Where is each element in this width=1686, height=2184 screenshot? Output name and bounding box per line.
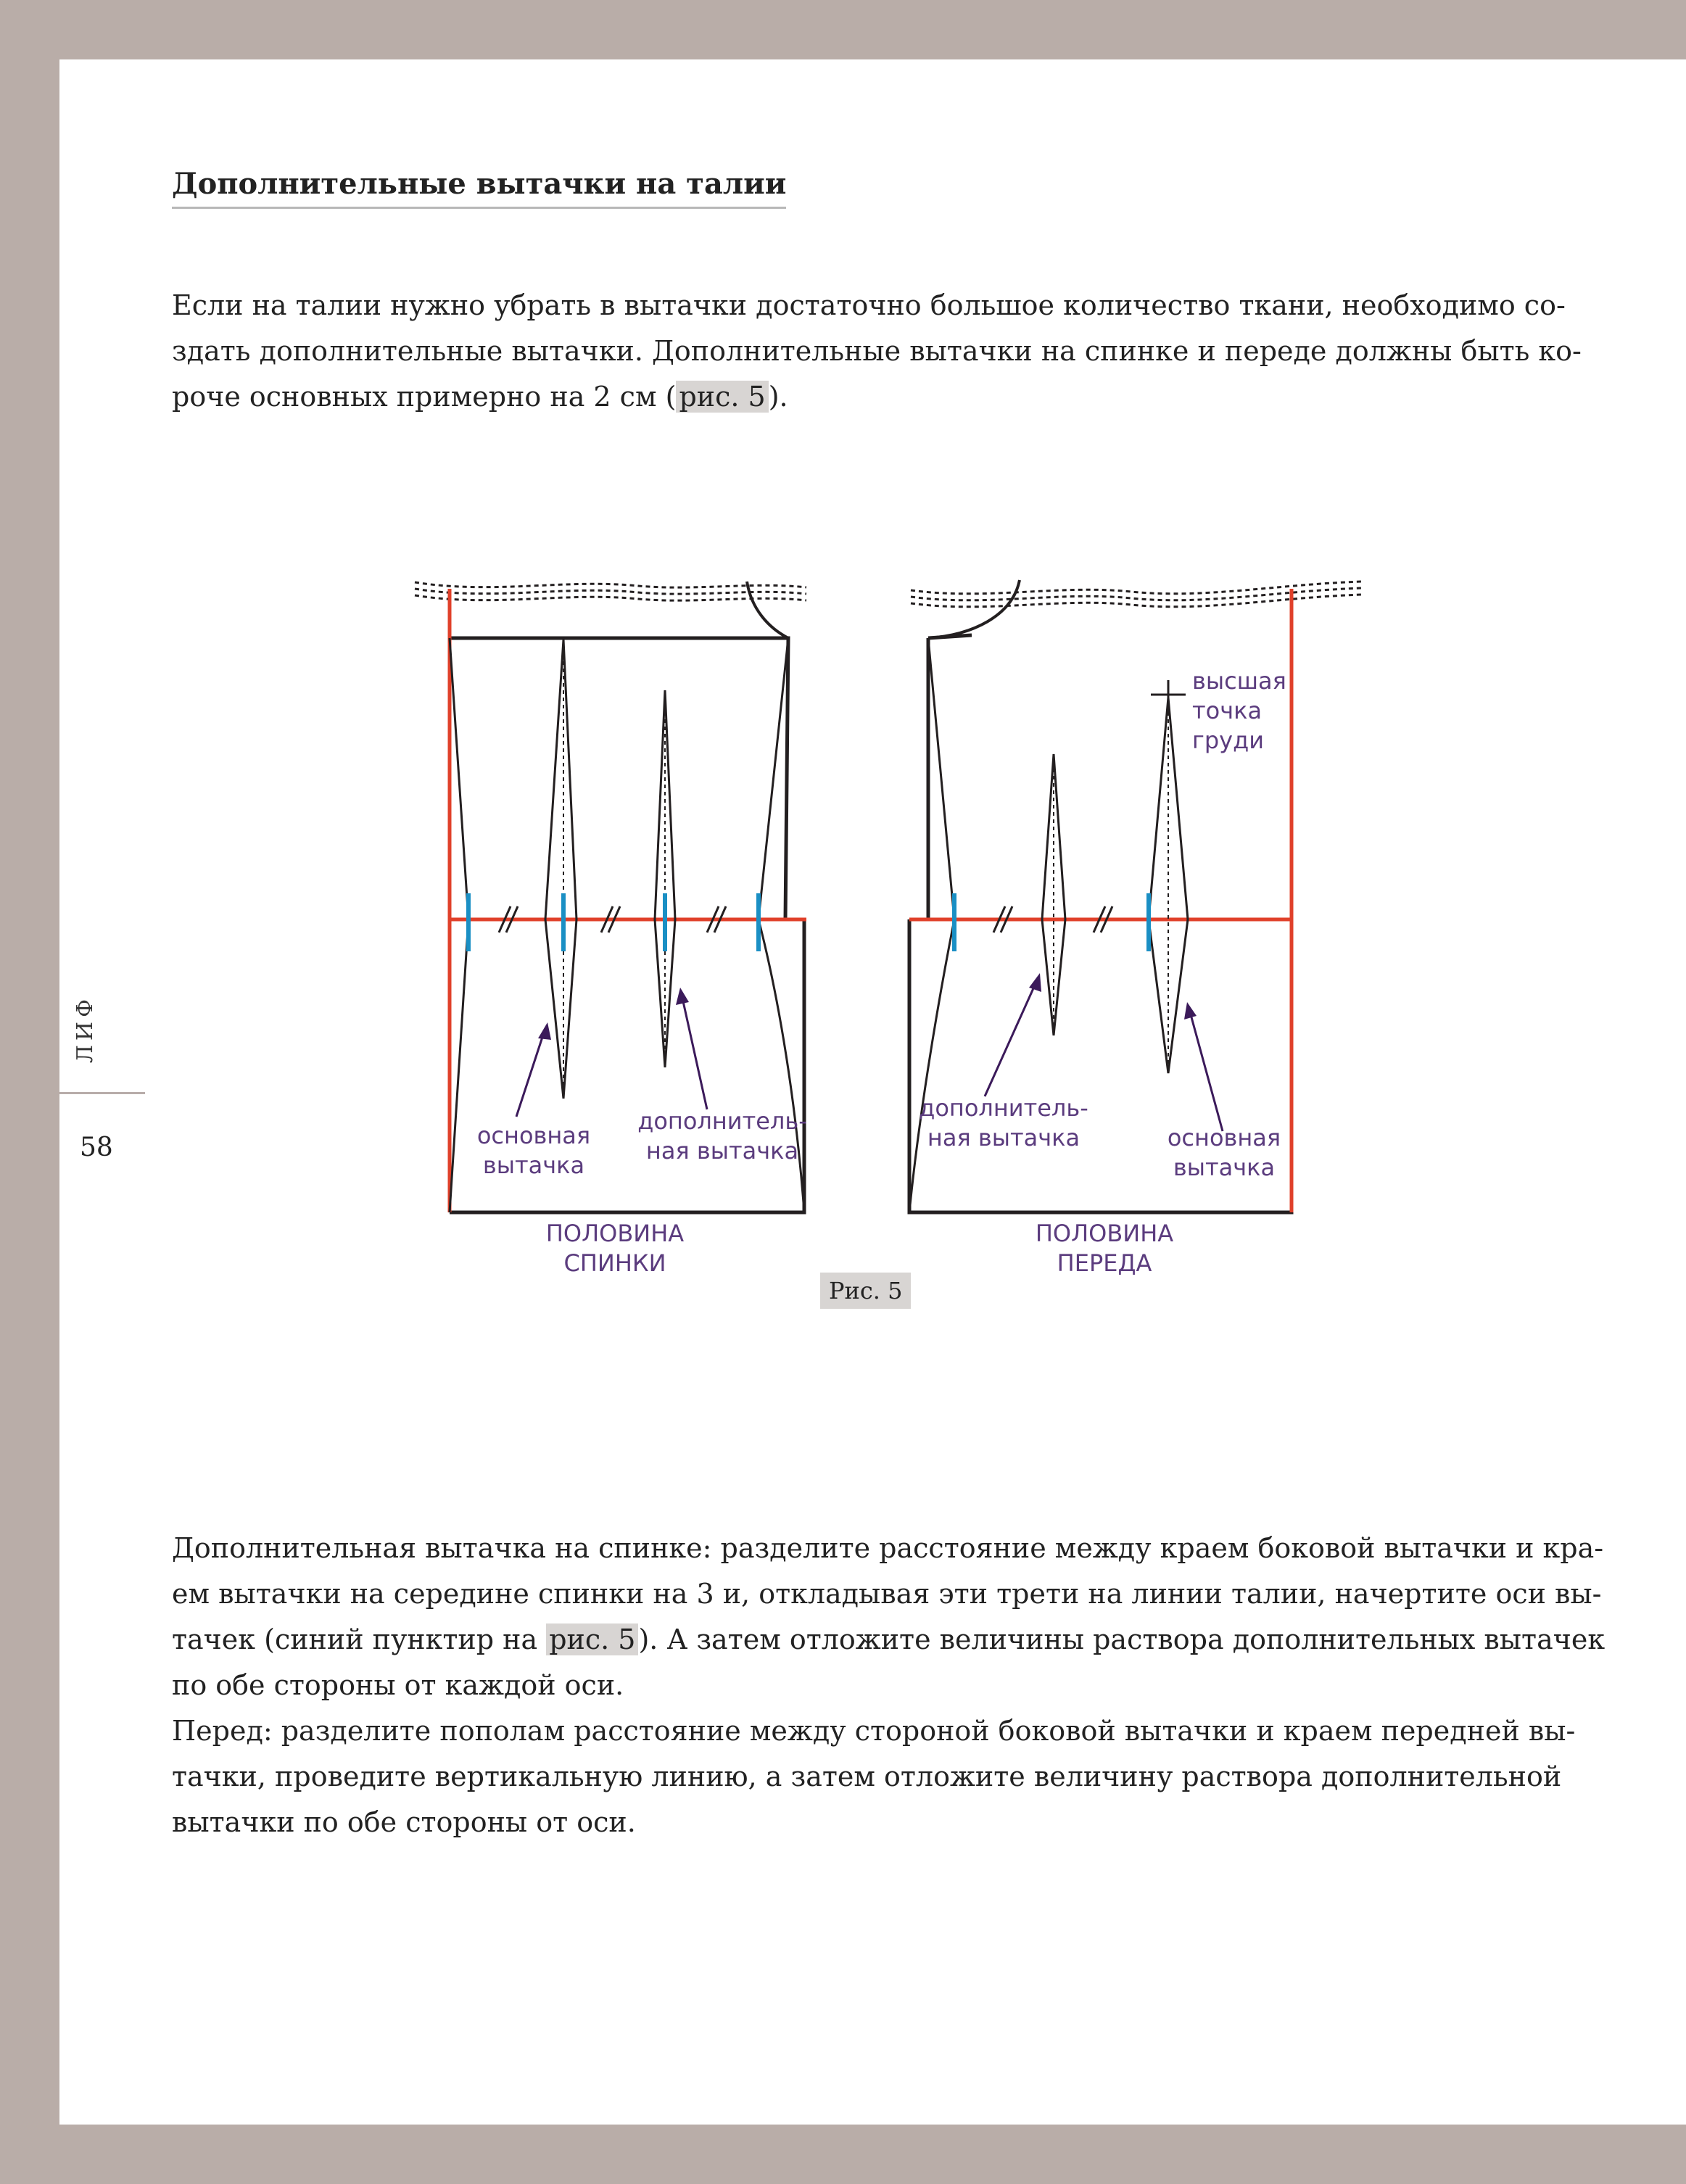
back-half-title-1: ПОЛОВИНА: [545, 1220, 685, 1247]
front-extra-arrow-head: [1029, 973, 1041, 992]
body-line-2: ем вытачки на середине спинки на 3 и, откладывая эти трети на линии талии, начертите оси вы-: [172, 1578, 1602, 1610]
back-main-dart-label-1: основная: [476, 1122, 591, 1149]
back-center-dart: [450, 638, 468, 1212]
back-upper-guide-line-3: [415, 595, 806, 600]
front-line-1: Перед: разделите пополам расстояние между стороной боковой вытачки и краем передней вы-: [172, 1715, 1576, 1747]
body-line-4: по обе стороны от каждой оси.: [172, 1669, 624, 1701]
side-divider: [59, 1092, 145, 1094]
intro-line-3-end: ).: [768, 381, 788, 413]
chapter-side-label: ЛИФ: [73, 995, 98, 1064]
back-main-dart: [545, 640, 577, 1099]
body-line-3-text: тачек (синий пунктир на: [172, 1623, 547, 1655]
body-line-1: Дополнительная вытачка на спинке: разделите расстояние между краем боковой вытачки и кра-: [172, 1532, 1604, 1564]
back-extra-arrow-line: [682, 995, 707, 1109]
back-extra-arrow-head: [676, 988, 689, 1005]
bust-label-3: груди: [1192, 727, 1264, 754]
front-line-3: вытачки по обе стороны от оси.: [172, 1806, 636, 1838]
back-extra-dart-label-1: дополнитель-: [637, 1107, 807, 1135]
figure-caption: Рис. 5: [820, 1273, 911, 1309]
back-half-title-2: СПИНКИ: [563, 1249, 666, 1277]
front-line-2: тачки, проведите вертикальную линию, а затем отложите величину раствора дополнительной: [172, 1761, 1562, 1792]
page-number: 58: [80, 1133, 113, 1162]
front-neckline-curve: [928, 580, 1020, 638]
intro-line-2: здать дополнительные вытачки. Дополнительные вытачки на спинке и переде должны быть ко-: [172, 335, 1582, 367]
front-main-arrow-line: [1189, 1009, 1223, 1131]
back-main-arrow-line: [516, 1028, 545, 1117]
back-half-drawing: [415, 582, 807, 1277]
front-main-arrow-head: [1184, 1002, 1197, 1019]
section-heading: Дополнительные вытачки на талии: [172, 167, 786, 209]
front-extra-dart-label-1: дополнитель-: [919, 1094, 1088, 1122]
front-half-title-2: ПЕРЕДА: [1057, 1249, 1152, 1277]
front-shoulder-line: [928, 635, 972, 638]
back-extra-dart-label-2: ная вытачка: [645, 1137, 799, 1165]
body-line-3: [172, 1617, 1615, 1663]
intro-line-3-text: роче основных примерно на 2 см (: [172, 381, 677, 413]
back-main-dart-label-2: вытачка: [482, 1151, 585, 1179]
figure-reference-link-2[interactable]: рис. 5: [546, 1623, 638, 1655]
front-extra-dart-label-2: ная вытачка: [927, 1124, 1080, 1151]
front-extra-arrow-line: [985, 980, 1037, 1096]
back-armhole-curve: [747, 582, 788, 638]
front-main-dart-label-2: вытачка: [1173, 1154, 1276, 1181]
body-line-3-end: ). А затем отложите величины раствора дополнительных вытачек: [638, 1623, 1606, 1655]
back-bodice-outline: [450, 638, 788, 919]
dart-diagram: [59, 59, 1686, 1401]
figure-reference-link[interactable]: рис. 5: [676, 381, 768, 413]
bust-label-2: точка: [1192, 697, 1263, 724]
back-main-arrow-head: [538, 1022, 551, 1040]
front-half-title-1: ПОЛОВИНА: [1035, 1220, 1174, 1247]
intro-line-1: Если на талии нужно убрать в вытачки достаточно большое количество ткани, необходимо со-: [172, 289, 1566, 321]
back-instructions-paragraph: [172, 1526, 1615, 1845]
front-half-drawing: [909, 580, 1362, 1277]
front-main-dart-label-1: основная: [1167, 1124, 1281, 1151]
book-page: [59, 59, 1686, 2125]
bust-label-1: высшая: [1192, 667, 1286, 695]
